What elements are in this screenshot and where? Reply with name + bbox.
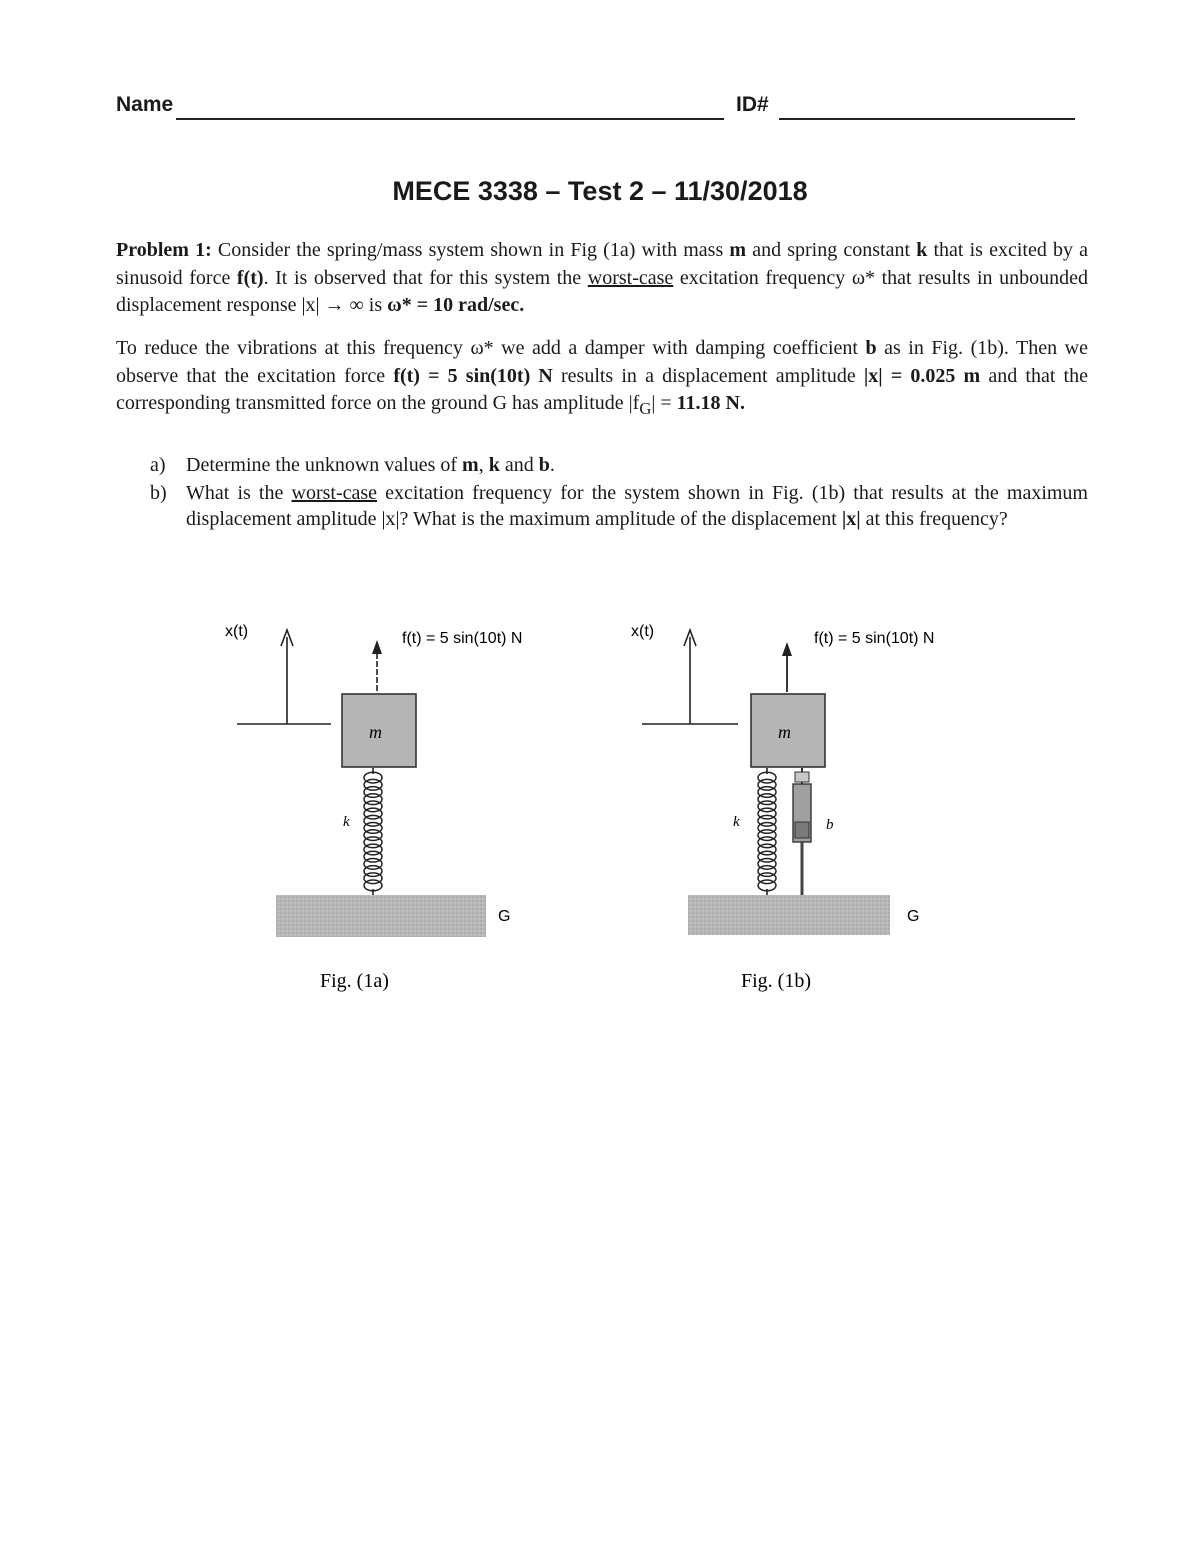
page-title: MECE 3338 – Test 2 – 11/30/2018 [392, 176, 808, 206]
qb-text-3: at this frequency? [860, 508, 1008, 530]
p1-text-3: that is excited by a sinusoid force [116, 239, 1089, 289]
fig1b-damper [793, 768, 811, 895]
qb-worst-case: worst-case [291, 482, 378, 504]
fig1a-ground [276, 895, 486, 937]
fig1b-mass-label: m [778, 722, 791, 742]
question-a-label: a) [150, 454, 166, 476]
p1-worst-case: worst-case [587, 266, 674, 289]
qb-text-2: excitation frequency for the system shown in Fig. (1b) that results at the maximum displacement amplitude |x|? What is the maximum amplitude of the displacement [186, 482, 1088, 530]
qa-m: m [462, 454, 479, 476]
question-b-label: b) [150, 482, 167, 504]
fig1a-force-arrow [372, 640, 382, 692]
fig1b-x-label: x(t) [631, 623, 655, 640]
p2-text-4: and that the corresponding transmitted force on the ground G has amplitude |f [116, 364, 1088, 414]
p1-m: m [729, 239, 747, 261]
name-label: Name [116, 93, 174, 116]
p1-text-2: and spring constant [746, 239, 917, 261]
id-label: ID# [736, 93, 769, 116]
p2-xamp: |x| = 0.025 m [863, 364, 981, 387]
figure-1a [225, 623, 522, 992]
qa-k: k [488, 454, 500, 476]
fig1b-force-label: f(t) = 5 sin(10t) N [814, 630, 935, 647]
p1-ft: f(t) [236, 266, 264, 289]
fig1a-ground-label: G [498, 908, 511, 925]
qa-text-1: Determine the unknown values of [186, 454, 463, 476]
fig1b-caption: Fig. (1b) [741, 970, 811, 992]
p2-text-3: results in a displacement amplitude [552, 364, 864, 387]
fig1a-caption: Fig. (1a) [320, 970, 389, 992]
fig1b-displacement-arrow [684, 630, 696, 724]
problem-label: Problem 1: [116, 239, 212, 261]
figure-1b [631, 623, 934, 992]
fig1b-force-arrow [782, 642, 792, 692]
fig1b-spring-label: k [733, 814, 740, 830]
p2-text-2: as in Fig. (1b). Then we observe that the excitation force [116, 337, 1088, 387]
p1-text-1: Consider the spring/mass system shown in Fig (1a) with mass [211, 239, 730, 261]
fig1b-damper-label: b [826, 817, 834, 833]
qa-and: and [499, 454, 539, 476]
fig1b-ground-label: G [907, 908, 920, 925]
p2-text-1: To reduce the vibrations at this frequency ω* we add a damper with damping coefficient [116, 337, 866, 359]
fig1a-spring [364, 768, 382, 895]
fig1a-spring-label: k [343, 814, 350, 830]
qa-period: . [549, 454, 555, 476]
p1-text-4: . It is observed that for this system the [263, 266, 588, 289]
p2-text-5: | = [651, 392, 677, 414]
qa-b: b [538, 454, 550, 476]
fig1a-force-label: f(t) = 5 sin(10t) N [402, 630, 523, 647]
p2-force: f(t) = 5 sin(10t) N [393, 364, 553, 387]
fig1a-x-label: x(t) [225, 623, 249, 640]
fig1b-ground [688, 895, 890, 935]
p2-b: b [865, 337, 877, 359]
qb-text-1: What is the [186, 482, 292, 504]
fig1a-displacement-arrow [281, 630, 293, 724]
p1-text-5: excitation frequency ω* that results in unbounded displacement response |x| → ∞ is [116, 266, 1088, 316]
p1-omega: ω* = 10 rad/sec. [387, 294, 525, 316]
p2-fg: 11.18 N. [676, 392, 745, 414]
qb-x: |x| [841, 508, 861, 530]
fig1b-spring [758, 768, 776, 895]
p2-sub-g: G [639, 399, 652, 418]
qa-comma: , [478, 454, 489, 476]
p1-k: k [916, 239, 928, 261]
fig1a-mass-label: m [369, 722, 382, 742]
